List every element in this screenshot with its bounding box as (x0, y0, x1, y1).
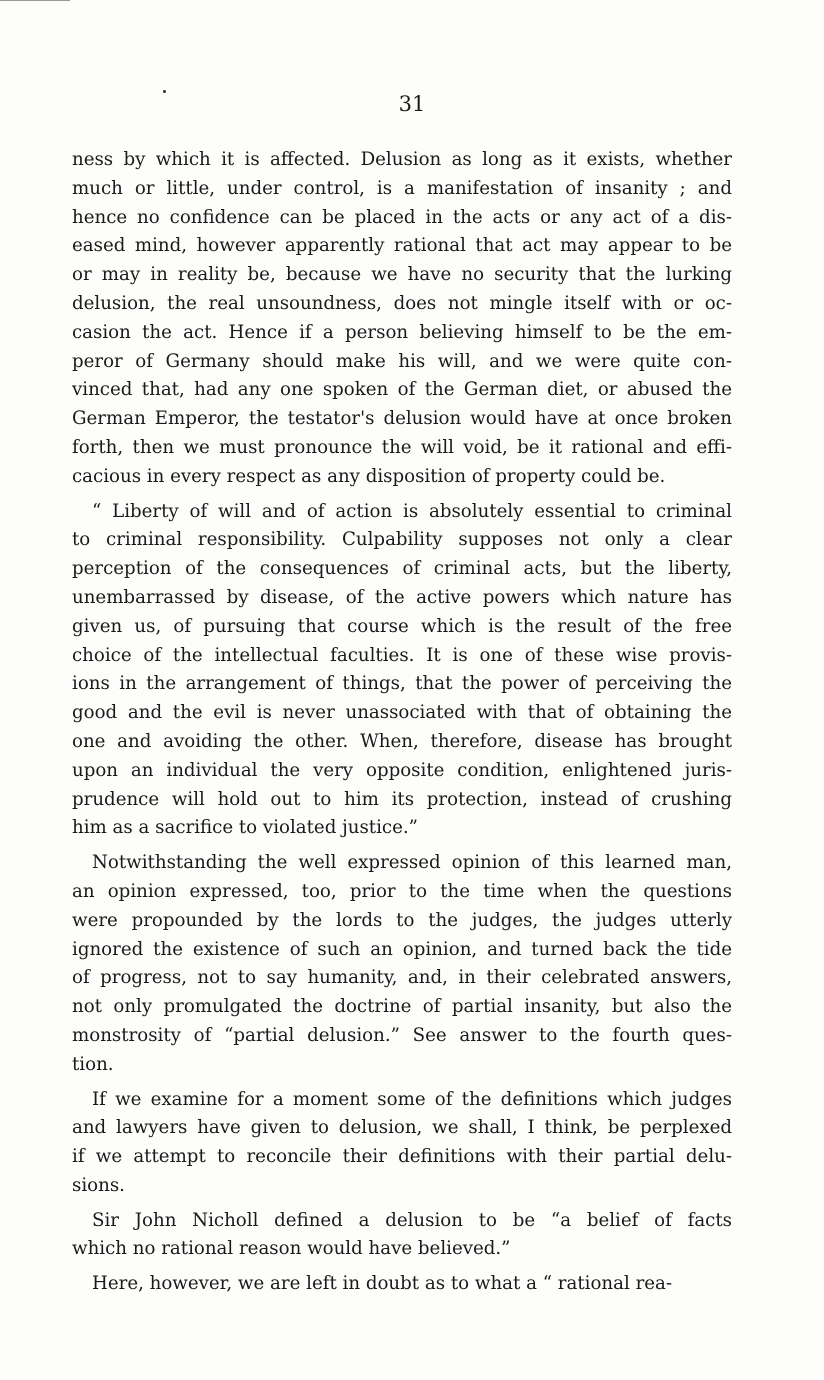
paragraph (72, 498, 732, 844)
text-line: Sir John Nicholl defined a delusion to be “a belief of facts (92, 1209, 732, 1231)
paragraph (72, 849, 732, 1079)
text-line: prudence will hold out to him its protection, instead of crushing (72, 788, 732, 810)
text-line: hence no confidence can be placed in the acts or any act of a dis- (72, 206, 732, 228)
text-line: monstrosity of “partial delusion.” See answer to the fourth ques- (72, 1024, 732, 1046)
text-line: If we examine for a moment some of the definitions which judges (92, 1088, 732, 1110)
page-number: 31 (398, 92, 426, 116)
text-line: one and avoiding the other. When, therefore, disease has brought (72, 730, 732, 752)
text-line: vinced that, had any one spoken of the German diet, or abused the (72, 379, 732, 401)
text-line: or may in reality be, because we have no security that the lurking (72, 264, 732, 286)
text-line: if we attempt to reconcile their definitions with their partial delu- (72, 1146, 732, 1168)
text-line: and lawyers have given to delusion, we shall, I think, be perplexed (72, 1117, 732, 1139)
text-line: an opinion expressed, too, prior to the time when the questions (72, 880, 732, 902)
text-line: much or little, under control, is a manifestation of insanity ; and (72, 177, 732, 199)
text-line: upon an individual the very opposite condition, enlightened juris- (72, 759, 732, 781)
text-line: ignored the existence of such an opinion, and turned back the tide (72, 938, 732, 960)
paragraph (72, 1086, 732, 1201)
paragraph (72, 1270, 732, 1299)
text-line: which no rational reason would have believed.” (72, 1238, 511, 1260)
text-line: good and the evil is never unassociated with that of obtaining the (72, 702, 732, 724)
text-line: him as a sacrifice to violated justice.” (72, 817, 418, 839)
paragraph (72, 146, 732, 492)
text-line: perception of the consequences of criminal acts, but the liberty, (72, 558, 732, 580)
body-text (72, 146, 732, 1299)
text-line: eased mind, however apparently rational that act may appear to be (72, 235, 732, 257)
text-line: Here, however, we are left in doubt as to what a “ rational rea- (92, 1273, 673, 1295)
text-line: German Emperor, the testator's delusion would have at once broken (72, 408, 732, 430)
text-line: of progress, not to say humanity, and, in their celebrated answers, (72, 967, 732, 989)
paragraph (72, 1207, 732, 1265)
text-line: forth, then we must pronounce the will void, be it rational and effi- (72, 436, 732, 458)
text-line: “ Liberty of will and of action is absolutely essential to criminal (92, 500, 732, 522)
text-line: Notwithstanding the well expressed opinion of this learned man, (92, 852, 732, 874)
text-line: given us, of pursuing that course which is the result of the free (72, 615, 732, 637)
text-line: tion. (72, 1053, 114, 1075)
text-line: ions in the arrangement of things, that the power of perceiving the (72, 673, 732, 695)
text-line: not only promulgated the doctrine of partial insanity, but also the (72, 996, 732, 1018)
text-line: casion the act. Hence if a person believing himself to be the em- (72, 321, 732, 343)
text-line: were propounded by the lords to the judges, the judges utterly (72, 909, 732, 931)
text-line: to criminal responsibility. Culpability supposes not only a clear (72, 529, 732, 551)
text-line: delusion, the real unsoundness, does not mingle itself with or oc- (72, 292, 732, 314)
text-line: choice of the intellectual faculties. It is one of these wise provis- (72, 644, 732, 666)
text-line: cacious in every respect as any disposition of property could be. (72, 465, 666, 487)
text-line: sions. (72, 1174, 125, 1196)
scan-edge-line (0, 0, 70, 1)
text-line: unembarrassed by disease, of the active powers which nature has (72, 586, 732, 608)
text-line: ness by which it is affected. Delusion as long as it exists, whether (72, 149, 732, 170)
text-line: peror of Germany should make his will, and we were quite con- (72, 350, 732, 372)
